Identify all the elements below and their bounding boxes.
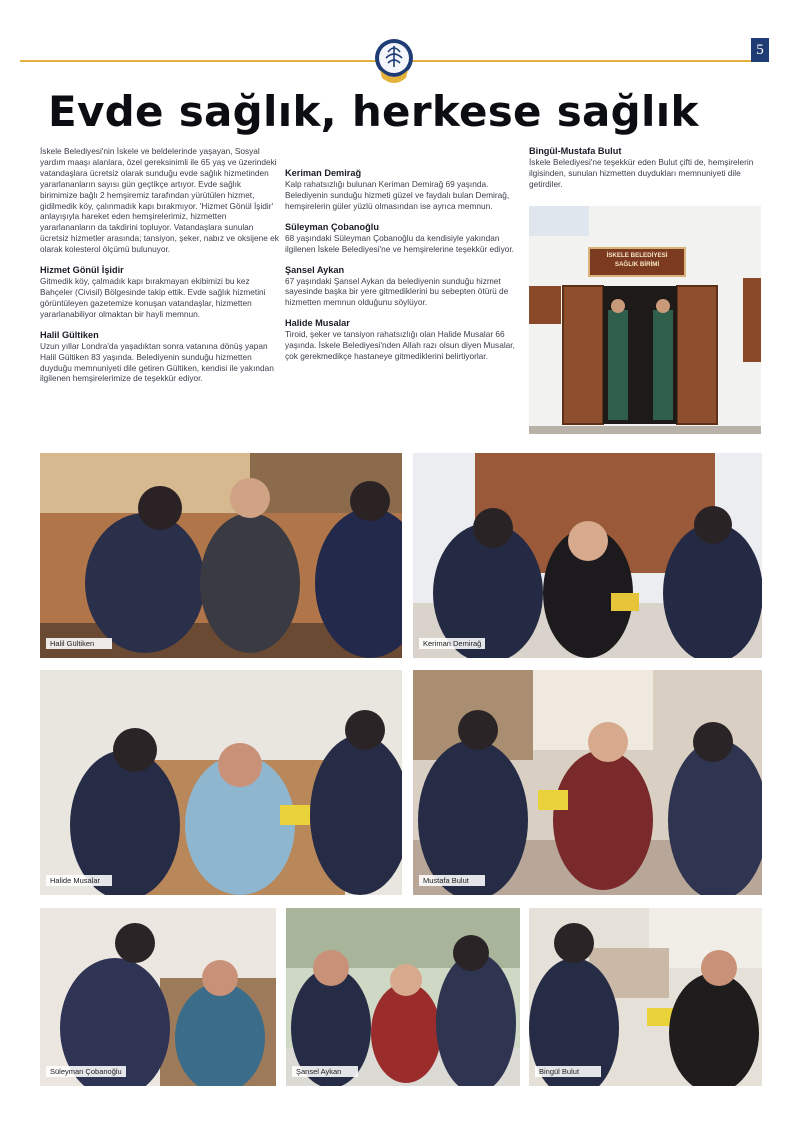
section-title-halide: Halide Musalar [285,318,350,329]
article-column-3 [529,146,761,190]
photo-caption-bingul: Bingül Bulut [535,1066,601,1077]
section-body-halide: Tiroid, şeker ve tansiyon rahatsızlığı olan Halide Musalar 66 yaşında. İskele Belediyesi'nden Allah razı olsun diyen Musalar, çok gerekmedikçe hastaneye gitmediklerini belirtiyorlar. [285,329,515,362]
section-title-suleyman: Süleyman Çobanoğlu [285,221,379,232]
section-title-hizmet: Hizmet Gönül İşidir [40,265,124,276]
photo-bingul-bulut [529,908,762,1086]
photo-halide-musalar [40,670,402,895]
photo-halil-gultiken [40,453,402,658]
section-title-bingul: Bingül-Mustafa Bulut [529,146,622,156]
section-body-keriman: Kalp rahatsızlığı bulunan Keriman Demirağ 69 yaşında. Belediyenin sunduğu hizmeti güzel ve faydalı bulan Demirağ, hemşirelerin güler yüzlü olmasından ise ayrıca memnun. [285,179,510,211]
health-unit-building-photo [529,206,761,434]
photo-caption-suleyman: Süleyman Çobanoğlu [46,1066,126,1077]
photo-mustafa-bulut [413,670,762,895]
photo-suleyman-cobanoglu [40,908,276,1086]
municipality-logo-icon [373,34,415,88]
article-column-2 [285,146,525,362]
photo-caption-keriman: Keriman Demirağ [419,638,485,649]
section-body-suleyman: 68 yaşındaki Süleyman Çobanoğlu da kendisiyle yakından ilgilenen İskele Belediyesi'ne ve hemşirelerine teşekkür ediyor. [285,232,514,254]
page-title: Evde sağlık, herkese sağlık [48,87,699,136]
photo-caption-mustafa: Mustafa Bulut [419,875,485,886]
section-title-sansel: Şansel Aykan [285,264,345,275]
section-title-keriman: Keriman Demirağ [285,168,362,178]
intro-paragraph: İskele Belediyesi'nin İskele ve beldelerinde yaşayan, Sosyal yardım maaşı alanlara, özel gereksinimli ile 65 yaş ve üzerindeki vatandaşlara ücretsiz olarak sunduğu evde sağlık hizmetinden yararlananların sayısı gün geçtikçe artıyor. Evde sağlık birimimize bağlı 2 hemşiremiz tarafından yürütülen hizmet, gidilmedik köy, çalınmadık kapı bırakmıyor. 'Hizmet Gönül İşidir' anlayışıyla hareket eden hemşirelerimiz, hizmetten yararlananların da takdirini topluyor. Vatandaşlara sunulan ücretsiz hizmetler arasında; tansiyon, şeker, nabız ve oksijene ek olarak kolesterol ölçümü bulunuyor. [40,146,279,255]
page-number: 5 [751,38,769,62]
photo-caption-halide: Halide Musalar [46,875,112,886]
section-body-hizmet: Gitmedik köy, çalmadık kapı bırakmayan ekibimizi bu kez Bahçeler (Civisil) Bölgesinde takip ettik. Evde sağlık hizmetini görüntüleyen gazetemize konuşan vatandaşlar, hizmetten yararlanabiliyor olmaktan bir hayli memnun. [40,276,266,319]
section-body-bingul: İskele Belediyesi'ne teşekkür eden Bulut çifti de, hemşirelerin ilgisinden, sunulan hizmetten duydukları memnuniyeti dile getirdiler. [529,157,754,189]
building-sign: İSKELE BELEDİYESİ SAĞLIK BİRİMİ [606,252,668,268]
section-body-halil: Uzun yıllar Londra'da yaşadıktan sonra vatanına dönüş yapan Halil Gültiken 83 yaşında. Belediyenin sunduğu hizmetten duyduğu memnuniyeti dile getiren Gültiken, kendisi ile yakından ilgilenen hemşirelerimize de teşekkür ediyor. [40,340,274,384]
photo-caption-sansel: Şansel Aykan [292,1066,358,1077]
section-title-halil: Halil Gültiken [40,329,99,340]
photo-caption-halil: Halil Gültiken [46,638,112,649]
section-body-sansel: 67 yaşındaki Şansel Aykan da belediyenin sunduğu hizmet sayesinde başka bir yere gitmediklerini bu sebepten ötürü de hizmetten memnun olduğunu söylüyor. [285,275,509,308]
photo-keriman-demirag [413,453,762,658]
article-column-1 [40,146,280,384]
photo-sansel-aykan [286,908,520,1086]
